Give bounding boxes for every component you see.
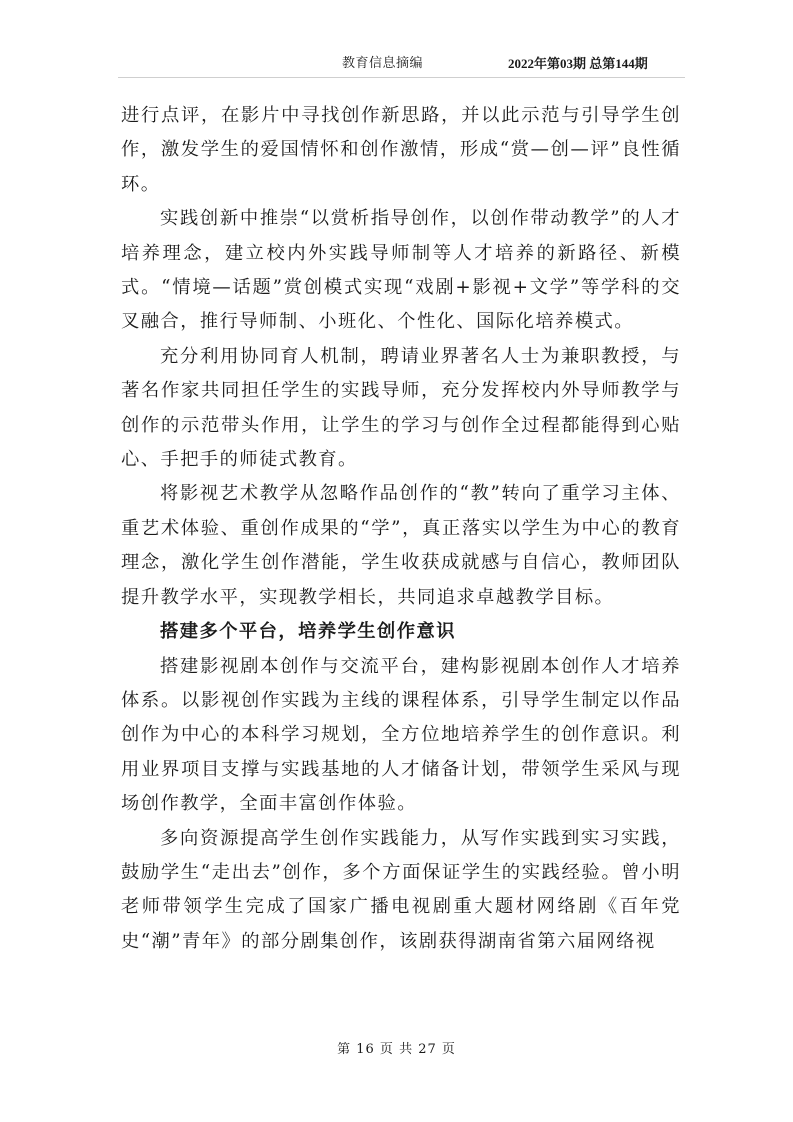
header-divider [118, 77, 685, 78]
document-body [121, 99, 681, 959]
section-heading: 搭建多个平台，培养学生创作意识 [160, 621, 456, 643]
paragraph-talent-concept: 实践创新中推崇“以赏析指导创作，以创作带动教学”的人才培养理念，建立校内外实践导师制等人才培养的新路径、新模式。“情境—话题”赏创模式实现“戏剧+影视+文学”等学科的交叉融合，推行导师制、小班化、个性化、国际化培养模式。 [121, 208, 681, 333]
page-number: 第 16 页 共 27 页 [337, 1042, 456, 1057]
paragraph-teaching-shift: 将影视艺术教学从忽略作品创作的“教”转向了重学习主体、重艺术体验、重创作成果的“学”，真正落实以学生为中心的教育理念，激化学生创作潜能，学生收获成就感与自信心，教师团队提升教学水平，实现教学相长，共同追求卓越教学目标。 [121, 483, 681, 608]
paragraph-practice-resources: 多向资源提高学生创作实践能力，从写作实践到实习实践，鼓励学生“走出去”创作，多个方面保证学生的实践经验。曾小明老师带领学生完成了国家广播电视剧重大题材网络剧《百年党史“潮”青年》的部分剧集创作，该剧获得湖南省第六届网络视 [121, 827, 681, 952]
paragraph-platform: 搭建影视剧本创作与交流平台，建构影视剧本创作人才培养体系。以影视创作实践为主线的课程体系，引导学生制定以作品创作为中心的本科学习规划，全方位地培养学生的创作意识。利用业界项目支撑与实践基地的人才储备计划，带领学生采风与现场创作教学，全面丰富创作体验。 [121, 655, 681, 815]
publication-title: 教育信息摘编 [342, 56, 424, 71]
page-footer [0, 1040, 793, 1060]
paragraph-continued: 进行点评，在影片中寻找创作新思路，并以此示范与引导学生创作，激发学生的爱国情怀和创作激情，形成“赏—创—评”良性循环。 [121, 105, 681, 195]
paragraph-collaborative-mechanism: 充分利用协同育人机制，聘请业界著名人士为兼职教授，与著名作家共同担任学生的实践导师，充分发挥校内外导师教学与创作的示范带头作用，让学生的学习与创作全过程都能得到心贴心、手把手的师徒式教育。 [121, 345, 681, 471]
issue-number: 2022年第03期 总第144期 [508, 56, 648, 71]
page-header [0, 52, 793, 76]
